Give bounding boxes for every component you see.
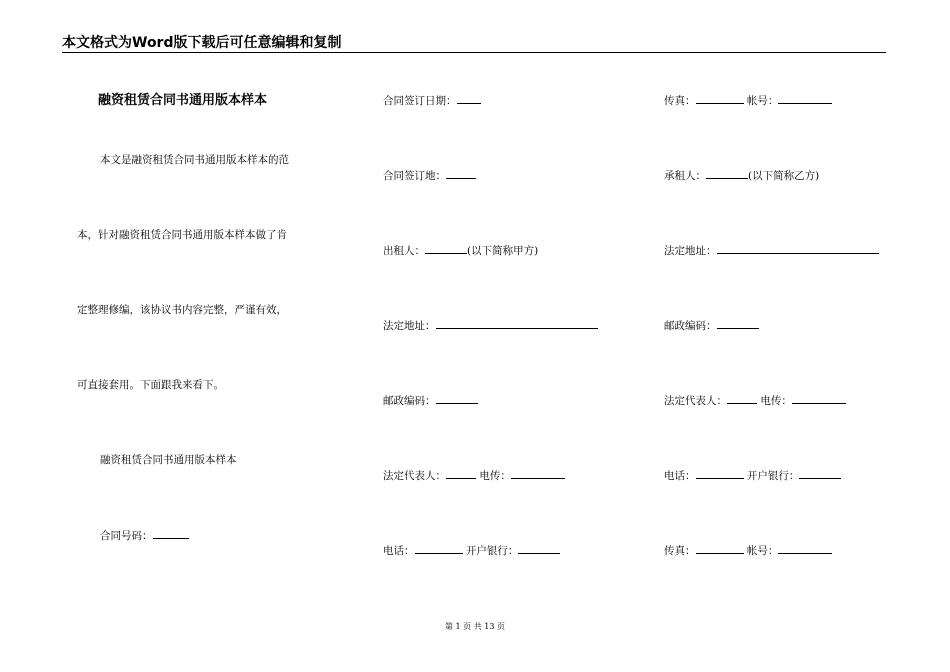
lessor-telex-blank [511,468,565,479]
sign-place-field [383,168,476,183]
lessee-postcode-field [664,318,759,333]
lessor-rep-blank [446,468,476,479]
lessor-address-field [383,318,598,333]
lessee-field [664,168,819,183]
lessor-rep-field [383,468,565,483]
page-number-footer: 第 1 页 共 13 页 [445,622,505,631]
lessee-suffix: (以下简称乙方) [748,170,820,182]
lessee-telex-blank [792,393,846,404]
lessee-postcode-blank [717,318,759,329]
lessee-rep-blank [727,393,757,404]
lessor-suffix: (以下简称甲方) [467,245,539,257]
lessor-postcode-label: 邮政编码： [383,395,436,407]
document-header [62,34,886,53]
lessee-fax-label: 传真： [664,545,696,557]
lessor-bank-blank [518,543,560,554]
intro-line-3: 定整理修编，该协议书内容完整，严谨有效， [77,304,287,316]
lessee-phone-field [664,468,841,483]
lessee-blank [706,168,748,179]
lessor-fax-label: 传真： [664,95,696,107]
lessee-bank-blank [799,468,841,479]
lessor-postcode-blank [436,393,478,404]
lessor-postcode-field [383,393,478,408]
lessee-postcode-label: 邮政编码： [664,320,717,332]
lessor-label: 出租人： [383,245,425,257]
lessor-address-label: 法定地址： [383,320,436,332]
intro-line-2: 本，针对融资租赁合同书通用版本样本做了肯 [77,229,287,241]
sign-date-label: 合同签订日期： [383,95,457,107]
lessee-address-label: 法定地址： [664,245,717,257]
intro-line-1: 本文是融资租赁合同书通用版本样本的范 [100,154,289,166]
lessee-address-blank [717,243,879,254]
lessor-rep-label: 法定代表人： [383,470,446,482]
lessor-phone-blank [415,543,463,554]
header-title: 本文格式为Word版下载后可任意编辑和复制 [62,35,342,51]
lessee-account-blank [778,543,832,554]
sign-place-blank [446,168,476,179]
lessee-rep-label: 法定代表人： [664,395,727,407]
lessee-fax-field [664,543,832,558]
lessor-address-blank [436,318,598,329]
document-title: 融资租赁合同书通用版本样本 [98,93,268,108]
intro-line-4: 可直接套用。下面跟我来看下。 [77,379,224,391]
lessor-phone-label: 电话： [383,545,415,557]
lessee-rep-field [664,393,846,408]
contract-subtitle: 融资租赁合同书通用版本样本 [100,454,237,466]
lessor-bank-label: 开户银行： [465,545,519,557]
contract-number-blank [153,528,189,539]
sign-place-label: 合同签订地： [383,170,446,182]
lessor-account-label: 帐号： [746,95,779,107]
lessee-address-field [664,243,879,258]
contract-number-label: 合同号码： [100,530,153,542]
lessor-field [383,243,538,258]
lessor-telex-label: 电传： [479,470,511,482]
lessee-label: 承租人： [664,170,706,182]
sign-date-blank [457,93,481,104]
lessee-phone-blank [696,468,744,479]
lessee-account-label: 帐号： [746,545,779,557]
lessor-account-blank [778,93,832,104]
lessor-fax-blank [696,93,744,104]
contract-number-field [100,528,189,543]
lessor-phone-field [383,543,560,558]
lessee-bank-label: 开户银行： [746,470,800,482]
sign-date-field [383,93,481,108]
lessor-blank [425,243,467,254]
lessee-phone-label: 电话： [664,470,696,482]
lessee-telex-label: 电传： [760,395,792,407]
lessor-fax-field [664,93,832,108]
lessee-fax-blank [696,543,744,554]
